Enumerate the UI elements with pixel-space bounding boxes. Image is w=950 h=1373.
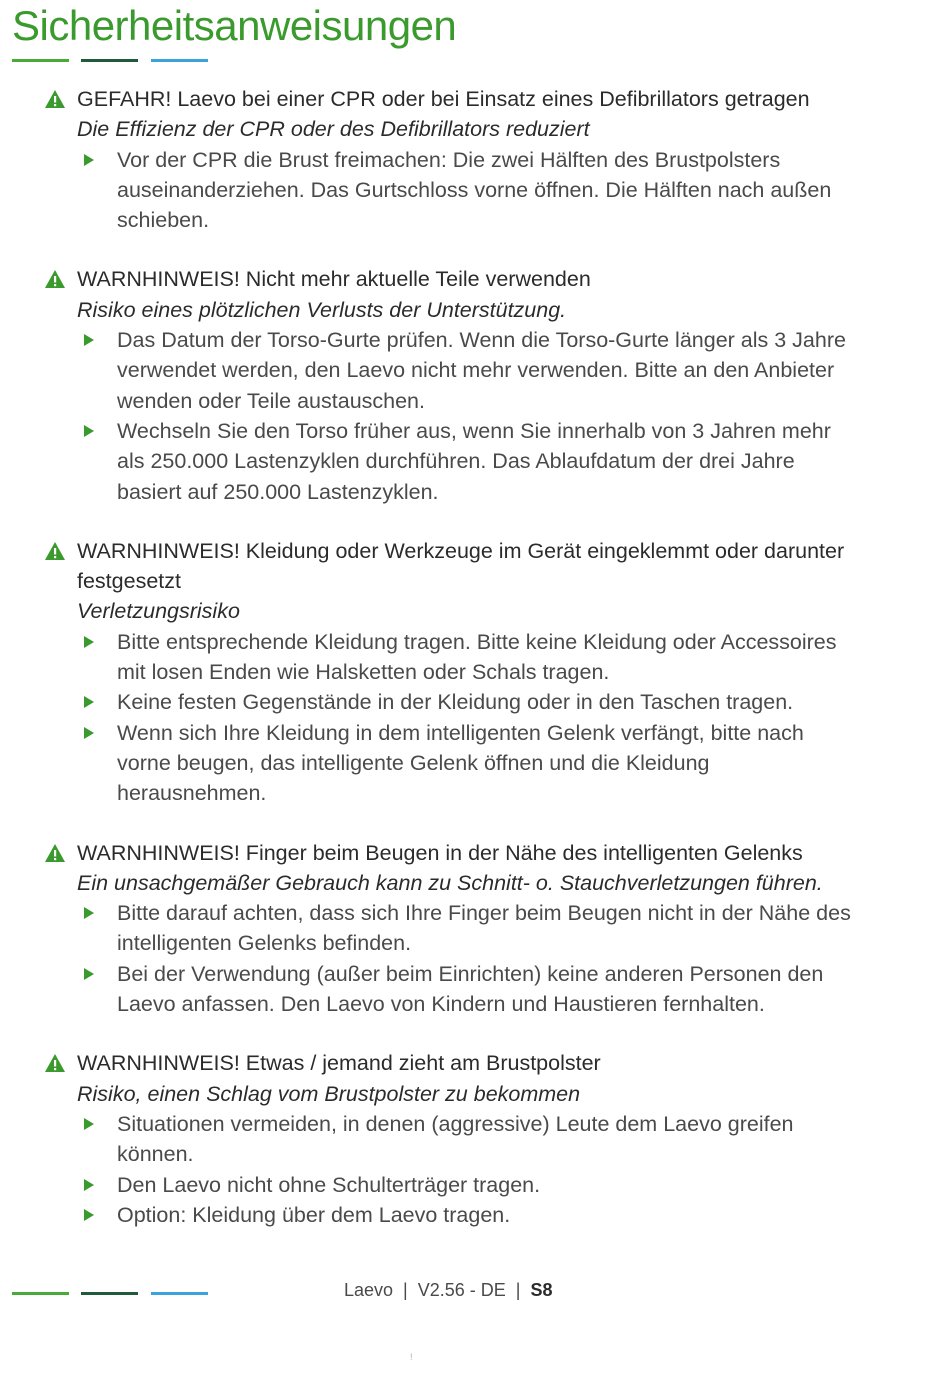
bullet-arrow-icon xyxy=(84,154,94,166)
instruction-text: Option: Kleidung über dem Laevo tragen. xyxy=(117,1202,511,1227)
warning-triangle-icon xyxy=(44,843,66,863)
instruction-item xyxy=(44,325,924,416)
warning-triangle-icon xyxy=(44,1053,66,1073)
instruction-text: Bitte darauf achten, dass sich Ihre Finger beim Beugen nicht in der Nähe des intelligenten Gelenks befinden. xyxy=(117,901,851,956)
bullet-arrow-icon xyxy=(84,334,94,346)
warning-heading: WARNHINWEIS! Finger beim Beugen in der Nähe des intelligenten Gelenks xyxy=(77,840,803,865)
warning-heading: WARNHINWEIS! Nicht mehr aktuelle Teile verwenden xyxy=(77,267,591,292)
instruction-list xyxy=(44,145,924,236)
instruction-list xyxy=(44,325,924,507)
warning-risk-subtitle: Die Effizienz der CPR oder des Defibrillators reduziert xyxy=(77,117,590,142)
safety-instructions xyxy=(44,84,924,1259)
bullet-arrow-icon xyxy=(84,727,94,739)
warning-heading: GEFAHR! Laevo bei einer CPR oder bei Einsatz eines Defibrillators getragen xyxy=(77,87,810,111)
warning-risk-subtitle: Ein unsachgemäßer Gebrauch kann zu Schnitt- o. Stauchverletzungen führen. xyxy=(77,870,823,895)
footer-rule-dark-green xyxy=(81,1292,138,1295)
instruction-list xyxy=(44,898,924,1019)
bullet-arrow-icon xyxy=(84,696,94,708)
instruction-text: Bei der Verwendung (außer beim Einrichten) keine anderen Personen den Laevo anfassen. Den Laevo von Kindern und Haustieren fernhalten. xyxy=(117,961,824,1017)
bullet-arrow-icon xyxy=(84,1209,94,1221)
warning-heading: WARNHINWEIS! Kleidung oder Werkzeuge im Gerät eingeklemmt oder darunter festgesetzt xyxy=(77,538,845,594)
bullet-arrow-icon xyxy=(84,907,94,919)
footer-rule-blue xyxy=(151,1292,208,1295)
bullet-arrow-icon xyxy=(84,1179,94,1191)
bottom-mark: ! xyxy=(410,1352,413,1362)
instruction-item xyxy=(44,959,924,1020)
instruction-item xyxy=(44,416,924,507)
warning-triangle-icon xyxy=(44,269,66,289)
footer-brand: Laevo xyxy=(344,1280,394,1300)
instruction-text: Das Datum der Torso-Gurte prüfen. Wenn die Torso-Gurte länger als 3 Jahre verwendet werden, den Laevo nicht mehr verwenden. Bitte an den Anbieter wenden oder Teile austauschen. xyxy=(117,328,846,413)
instruction-text: Wenn sich Ihre Kleidung in dem intelligenten Gelenk verfängt, bitte nach vorne beugen, das intelligente Gelenk öffnen und die Kleidung herausnehmen. xyxy=(117,720,804,806)
footer-version: V2.56 - DE xyxy=(417,1280,506,1300)
footer-rule-green xyxy=(12,1292,69,1295)
warning-risk-subtitle: Risiko eines plötzlichen Verlusts der Unterstützung. xyxy=(77,297,567,322)
warning-risk-subtitle: Verletzungsrisiko xyxy=(77,599,240,624)
title-rule-dark-green xyxy=(81,59,138,62)
instruction-item xyxy=(44,1109,924,1170)
instruction-list xyxy=(44,627,924,809)
page-footer xyxy=(344,1280,553,1301)
title-rule-blue xyxy=(151,59,208,62)
instruction-text: Vor der CPR die Brust freimachen: Die zwei Hälften des Brustpolsters auseinanderziehen. Das Gurtschloss vorne öffnen. Die Hälften nach außen schieben. xyxy=(117,147,832,233)
footer-separator: | xyxy=(515,1280,521,1300)
instruction-item xyxy=(44,145,924,236)
warning-risk-subtitle: Risiko, einen Schlag vom Brustpolster zu bekommen xyxy=(77,1081,581,1106)
instruction-item xyxy=(44,1200,924,1230)
instruction-item xyxy=(44,1170,924,1200)
instruction-text: Den Laevo nicht ohne Schulterträger tragen. xyxy=(117,1172,541,1197)
instruction-list xyxy=(44,1109,924,1230)
instruction-text: Wechseln Sie den Torso früher aus, wenn Sie innerhalb von 3 Jahren mehr als 250.000 Lastenzyklen durchführen. Das Ablaufdatum der drei Jahre basiert auf 250.000 Lastenzyklen. xyxy=(117,418,831,504)
warning-section xyxy=(44,838,924,1020)
instruction-item xyxy=(44,627,924,688)
warning-section xyxy=(44,264,924,506)
warning-heading: WARNHINWEIS! Etwas / jemand zieht am Brustpolster xyxy=(77,1051,601,1076)
instruction-text: Bitte entsprechende Kleidung tragen. Bitte keine Kleidung oder Accessoires mit losen Enden wie Halsketten oder Schals tragen. xyxy=(117,629,837,685)
instruction-text: Keine festen Gegenstände in der Kleidung oder in den Taschen tragen. xyxy=(117,690,794,715)
warning-section xyxy=(44,1048,924,1230)
instruction-item xyxy=(44,687,924,717)
bullet-arrow-icon xyxy=(84,636,94,648)
title-rule-green xyxy=(12,59,69,62)
instruction-text: Situationen vermeiden, in denen (aggressive) Leute dem Laevo greifen können. xyxy=(117,1111,794,1167)
bullet-arrow-icon xyxy=(84,968,94,980)
footer-page-number: S8 xyxy=(530,1280,553,1300)
warning-section xyxy=(44,84,924,235)
warning-section xyxy=(44,536,924,809)
page-title: Sicherheitsanweisungen xyxy=(12,2,457,49)
footer-separator: | xyxy=(403,1280,408,1300)
warning-triangle-icon xyxy=(44,89,66,109)
warning-triangle-icon xyxy=(44,541,66,561)
bullet-arrow-icon xyxy=(84,425,94,437)
instruction-item xyxy=(44,718,924,809)
instruction-item xyxy=(44,898,924,959)
bullet-arrow-icon xyxy=(84,1118,94,1130)
